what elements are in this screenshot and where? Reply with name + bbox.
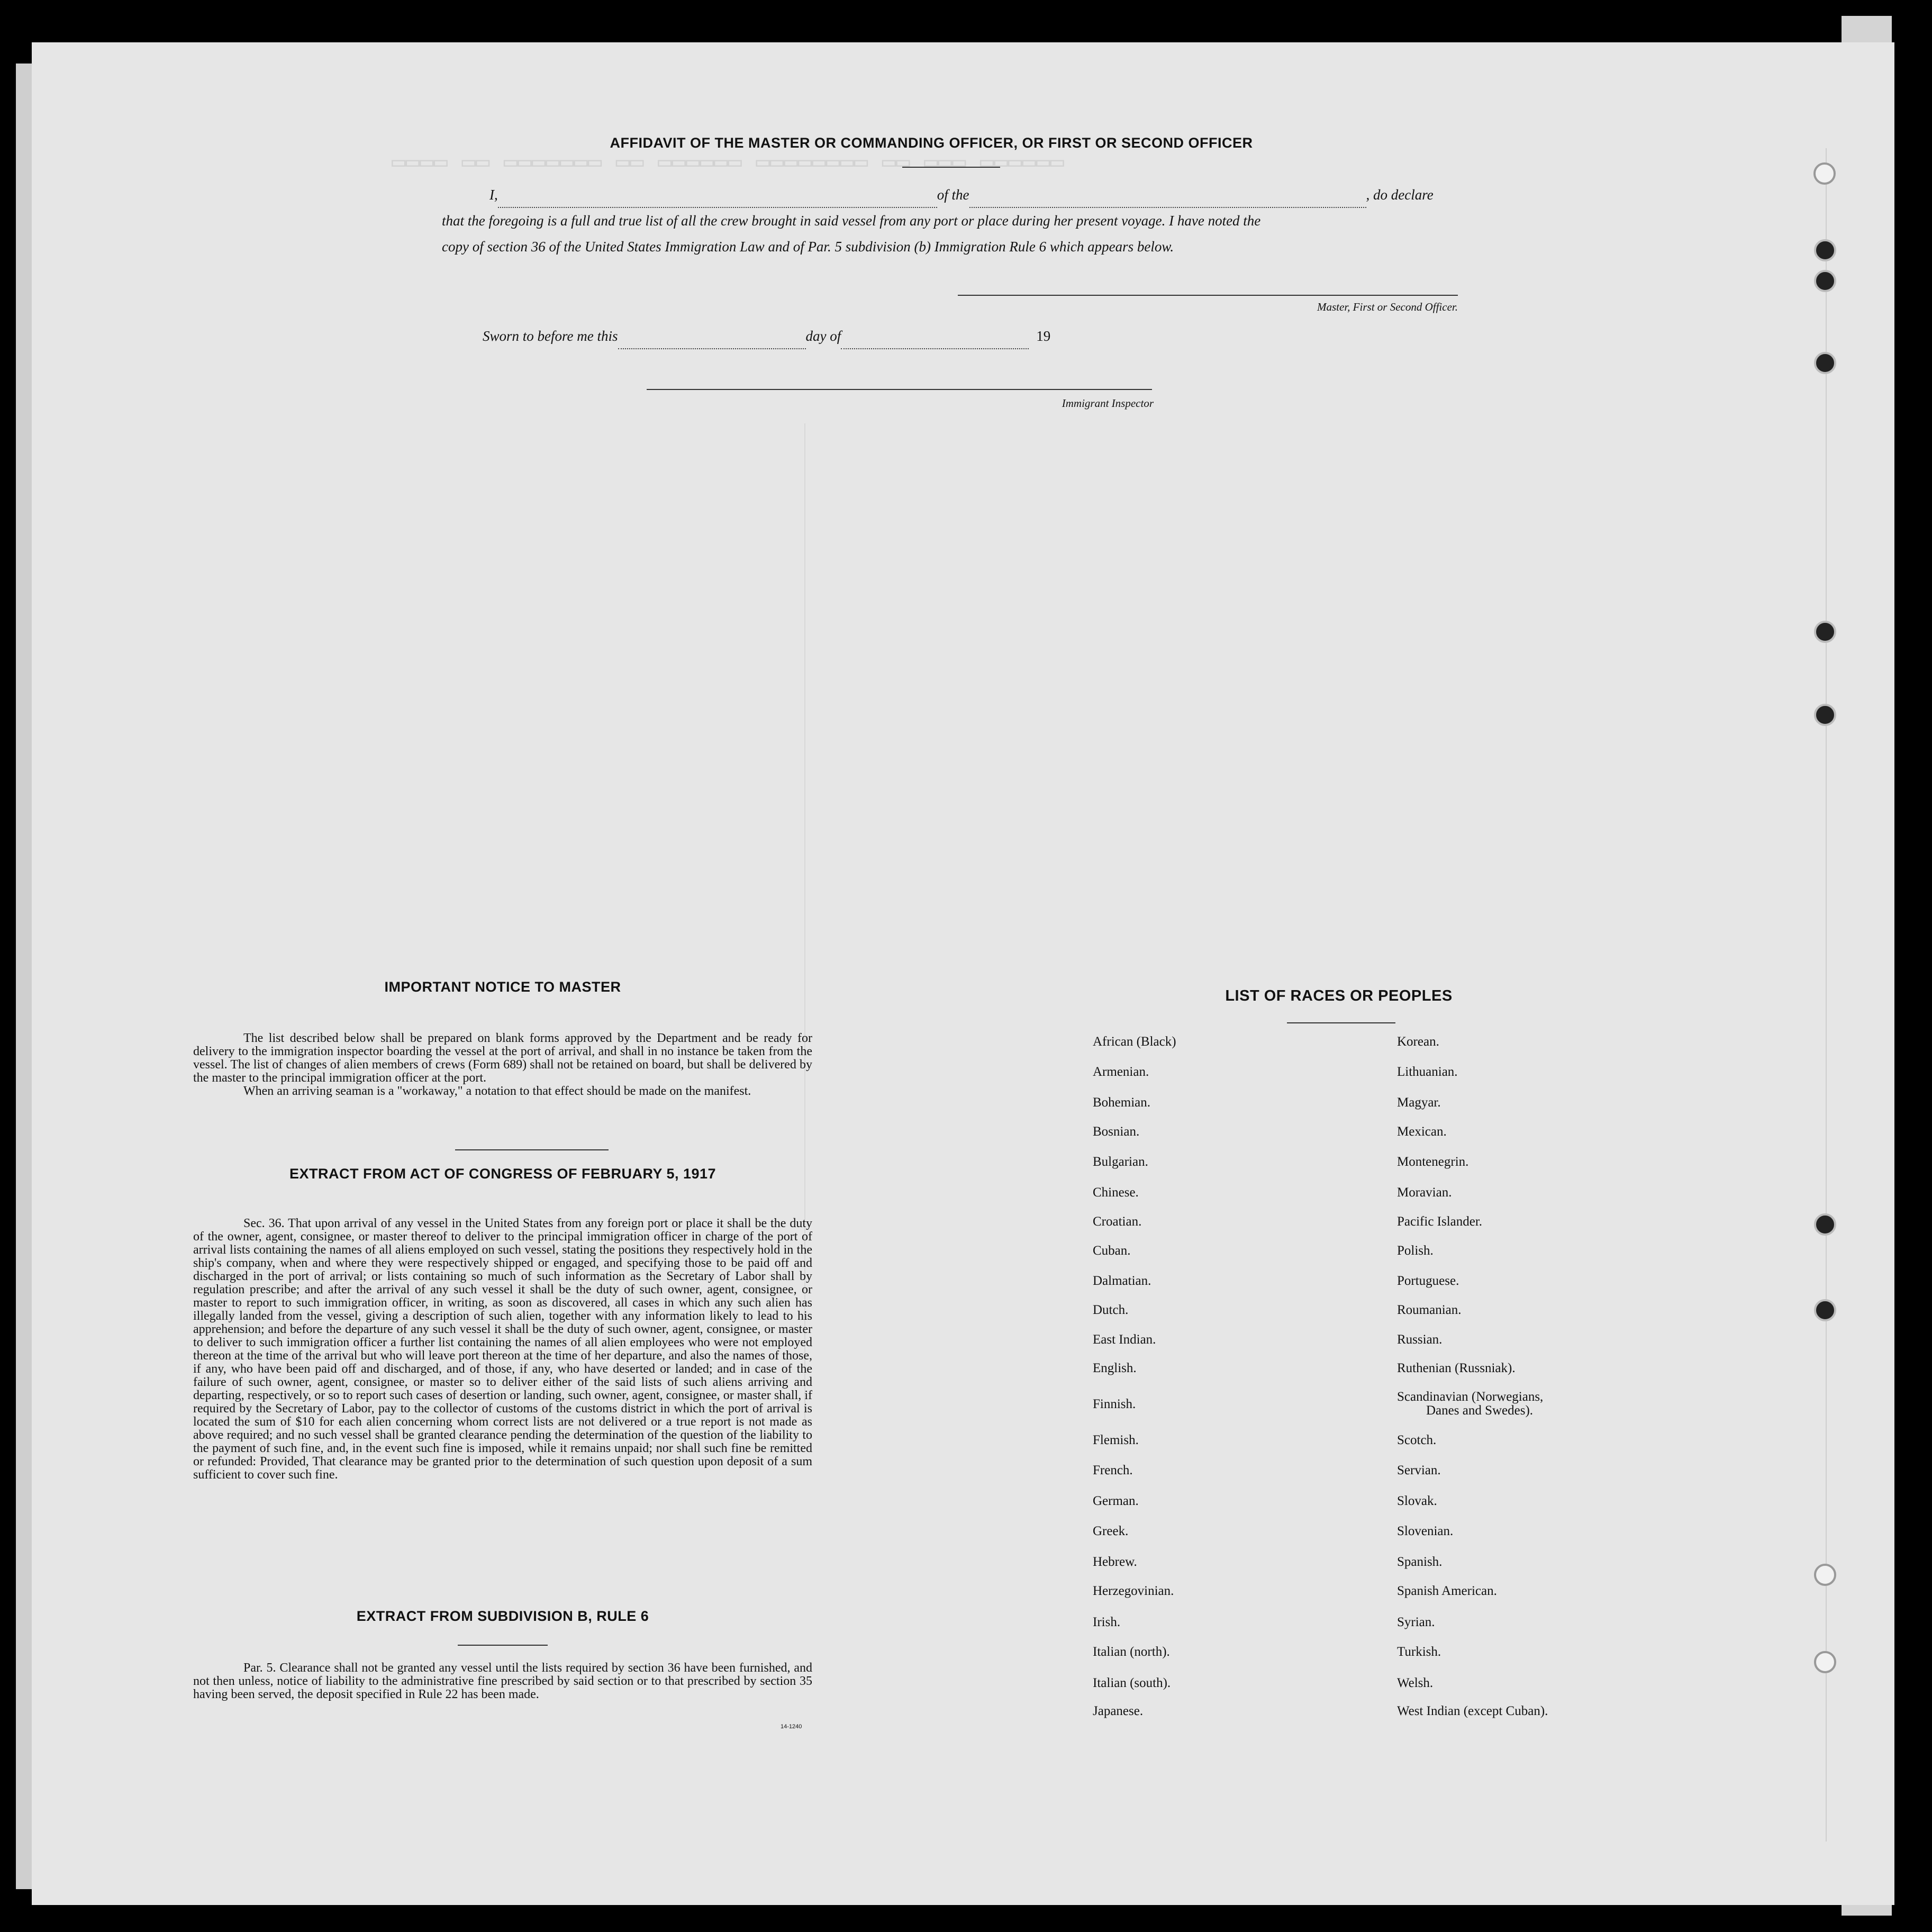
sworn-year-label: 19 [1036, 328, 1051, 344]
race-item: Croatian. [1093, 1214, 1142, 1229]
race-item: Ruthenian (Russniak). [1397, 1361, 1516, 1375]
affidavit-i-label: I, [489, 187, 498, 203]
race-item: Bosnian. [1093, 1124, 1140, 1139]
act-extract-text: Sec. 36. That upon arrival of any vessel in the United States from any foreign port or place it shall be the duty of the owner, agent, consignee, or master thereof to deliver to the principal immigration officer in charge of the port of arrival lists containing the names of all aliens employed on such vessel, stating the positions they respectively hold in the ship's company, when and where they were respectively shipped or engaged, and specifying those to be paid off and discharged in the port of arrival; or lists containing so much of such information as the Secretary of Labor shall by regulation prescribe; and after the arrival of any such vessel it shall be the duty of such owner, agent, consignee, or master to report to such immigration officer, in writing, as soon as discovered, all cases in which any such alien has illegally landed from the vessel, giving a description of such alien, together with any information likely to lead to his apprehension; and before the departure of any such vessel it shall be the duty of such owner, agent, consignee, or master to deliver to such immigration officer a further list containing the names of all alien employees who were not employed thereon at the time of the arrival but who will leave port thereon at the time of her departure, and also the names of those, if any, who have been paid off and discharged, and of those, if any, who have deserted or landed; and in case of the failure of such owner, agent, consignee, or master so to deliver either of the said lists of such aliens arriving and departing, respectively, or so to report such cases of desertion or landing, such owner, agent, consignee, or master shall, if required by the Secretary of Labor, pay to the collector of customs of the customs district in which the port of arrival is located the sum of $10 for each alien concerning whom correct lists are not delivered or a true report is not made as above required; and no such vessel shall be granted clearance pending the determination of the question of the liability to the payment of such fine, and, in the event such fine is imposed, while it remains unpaid; nor shall such fine be remitted or refunded: Provided, That clearance may be granted prior to the determination of such question upon deposit of a sum sufficient to cover such fine. [193, 1217, 812, 1482]
race-item: Chinese. [1093, 1185, 1139, 1200]
affidavit-title: AFFIDAVIT OF THE MASTER OR COMMANDING OFFICER, OR FIRST OR SECOND OFFICER [610, 135, 1253, 151]
page-fold-line [1826, 148, 1827, 1842]
race-item: Moravian. [1397, 1185, 1452, 1200]
race-item: Dalmatian. [1093, 1274, 1151, 1288]
notice-title: IMPORTANT NOTICE TO MASTER [384, 979, 621, 995]
race-item: Danes and Swedes). [1426, 1403, 1534, 1418]
race-item: Japanese. [1093, 1704, 1144, 1718]
race-item: Hebrew. [1093, 1555, 1137, 1569]
race-item: Servian. [1397, 1463, 1441, 1477]
race-item: Polish. [1397, 1244, 1434, 1258]
race-item: French. [1093, 1463, 1133, 1477]
notice-body [193, 1032, 812, 1098]
race-item: Korean. [1397, 1035, 1439, 1049]
rule-extract-title: EXTRACT FROM SUBDIVISION B, RULE 6 [356, 1608, 649, 1624]
affidavit-of-the-label: of the [937, 187, 969, 203]
race-item: Roumanian. [1397, 1303, 1462, 1317]
race-item: Bohemian. [1093, 1095, 1151, 1110]
race-item: Armenian. [1093, 1065, 1149, 1079]
manifest-page [32, 42, 1894, 1905]
punch-hole [1814, 1564, 1836, 1586]
rule-extract-body [193, 1662, 812, 1701]
race-item: Russian. [1397, 1332, 1443, 1347]
race-item: Bulgarian. [1093, 1155, 1148, 1169]
form-number: 14-1240 [781, 1724, 802, 1730]
punch-hole [1814, 621, 1836, 643]
race-item: Slovak. [1397, 1494, 1437, 1508]
races-title: LIST OF RACES OR PEOPLES [1225, 987, 1453, 1004]
signature-label: Master, First or Second Officer. [1317, 301, 1458, 313]
race-item: East Indian. [1093, 1332, 1156, 1347]
races-title-underline [1287, 1022, 1395, 1023]
race-item: English. [1093, 1361, 1137, 1375]
race-item: Finnish. [1093, 1397, 1136, 1411]
affidavit-line1 [489, 182, 1463, 208]
sworn-day-of-label: day of [805, 328, 841, 344]
race-item: Scotch. [1397, 1433, 1437, 1447]
race-item: Herzegovinian. [1093, 1584, 1174, 1598]
race-item: German. [1093, 1494, 1139, 1508]
race-item: Cuban. [1093, 1244, 1131, 1258]
section-divider [458, 1645, 548, 1646]
race-item: Greek. [1093, 1524, 1129, 1538]
punch-hole [1814, 239, 1836, 261]
race-item: West Indian (except Cuban). [1397, 1704, 1548, 1718]
race-item: Slovenian. [1397, 1524, 1454, 1538]
sworn-day-field[interactable] [618, 334, 806, 349]
sworn-line [483, 323, 1118, 349]
race-item: Lithuanian. [1397, 1065, 1458, 1079]
signature-line[interactable] [958, 295, 1458, 296]
punch-hole [1814, 270, 1836, 292]
sworn-prefix: Sworn to before me this [483, 328, 618, 344]
punch-hole [1813, 162, 1836, 185]
race-item: Welsh. [1397, 1676, 1434, 1690]
race-item: Spanish American. [1397, 1584, 1497, 1598]
affidavit-line3: copy of section 36 of the United States Immigration Law and of Par. 5 subdivision (b) Immigration Rule 6 which appears below. [442, 239, 1174, 255]
sworn-month-field[interactable] [841, 334, 1029, 349]
inspector-signature-line[interactable] [647, 389, 1152, 390]
race-item: Scandinavian (Norwegians, [1397, 1390, 1544, 1404]
notice-paragraph-2: When an arriving seaman is a "workaway," a notation to that effect should be made on the manifest. [243, 1084, 751, 1098]
race-item: African (Black) [1093, 1035, 1176, 1049]
race-item: Pacific Islander. [1397, 1214, 1483, 1229]
affidavit-declare-label: , do declare [1366, 187, 1434, 203]
vessel-name-field[interactable] [969, 193, 1366, 208]
race-item: Montenegrin. [1397, 1155, 1469, 1169]
punch-hole [1814, 1299, 1836, 1321]
rule-extract-text: Par. 5. Clearance shall not be granted any vessel until the lists required by section 36 have been furnished, and not then unless, notice of liability to the administrative fine prescribed by said section or to that prescribed by section 35 having been served, the deposit specified in Rule 22 has been made. [193, 1661, 812, 1701]
act-extract-title: EXTRACT FROM ACT OF CONGRESS OF FEBRUARY 5, 1917 [289, 1166, 716, 1182]
race-item: Mexican. [1397, 1124, 1447, 1139]
punch-hole [1814, 352, 1836, 374]
bleed-through-heading: ▭▭▭▭ ▭▭ ▭▭▭▭▭▭▭ ▭▭ ▭▭▭▭▭▭ ▭▭▭▭▭▭▭▭ ▭▭ ▭▭▭ ▭▭▭▭▭▭ [392, 150, 1064, 177]
race-item: Magyar. [1397, 1095, 1441, 1110]
punch-hole [1814, 1213, 1836, 1236]
act-extract-body [193, 1217, 812, 1482]
race-item: Portuguese. [1397, 1274, 1459, 1288]
race-item: Flemish. [1093, 1433, 1139, 1447]
race-item: Italian (south). [1093, 1676, 1171, 1690]
notice-paragraph-1: The list described below shall be prepared on blank forms approved by the Department and be ready for delivery to the immigration inspector boarding the vessel at the port of arrival, and shall in no instance be taken from the vessel. The list of changes of alien members of crews (Form 689) shall not be retained on board, but shall be delivered by the master to the principal immigration officer at the port. [193, 1031, 812, 1085]
punch-hole [1814, 1651, 1836, 1673]
race-item: Dutch. [1093, 1303, 1129, 1317]
punch-hole [1814, 704, 1836, 726]
inspector-label: Immigrant Inspector [1062, 397, 1154, 410]
officer-name-field[interactable] [498, 193, 937, 208]
race-item: Syrian. [1397, 1615, 1435, 1629]
race-item: Italian (north). [1093, 1645, 1170, 1659]
race-item: Irish. [1093, 1615, 1121, 1629]
title-underline [902, 167, 1000, 168]
section-divider [455, 1149, 609, 1150]
race-item: Spanish. [1397, 1555, 1443, 1569]
affidavit-line2: that the foregoing is a full and true list of all the crew brought in said vessel from any port or place during her present voyage. I have noted the [442, 213, 1261, 229]
race-item: Turkish. [1397, 1645, 1441, 1659]
